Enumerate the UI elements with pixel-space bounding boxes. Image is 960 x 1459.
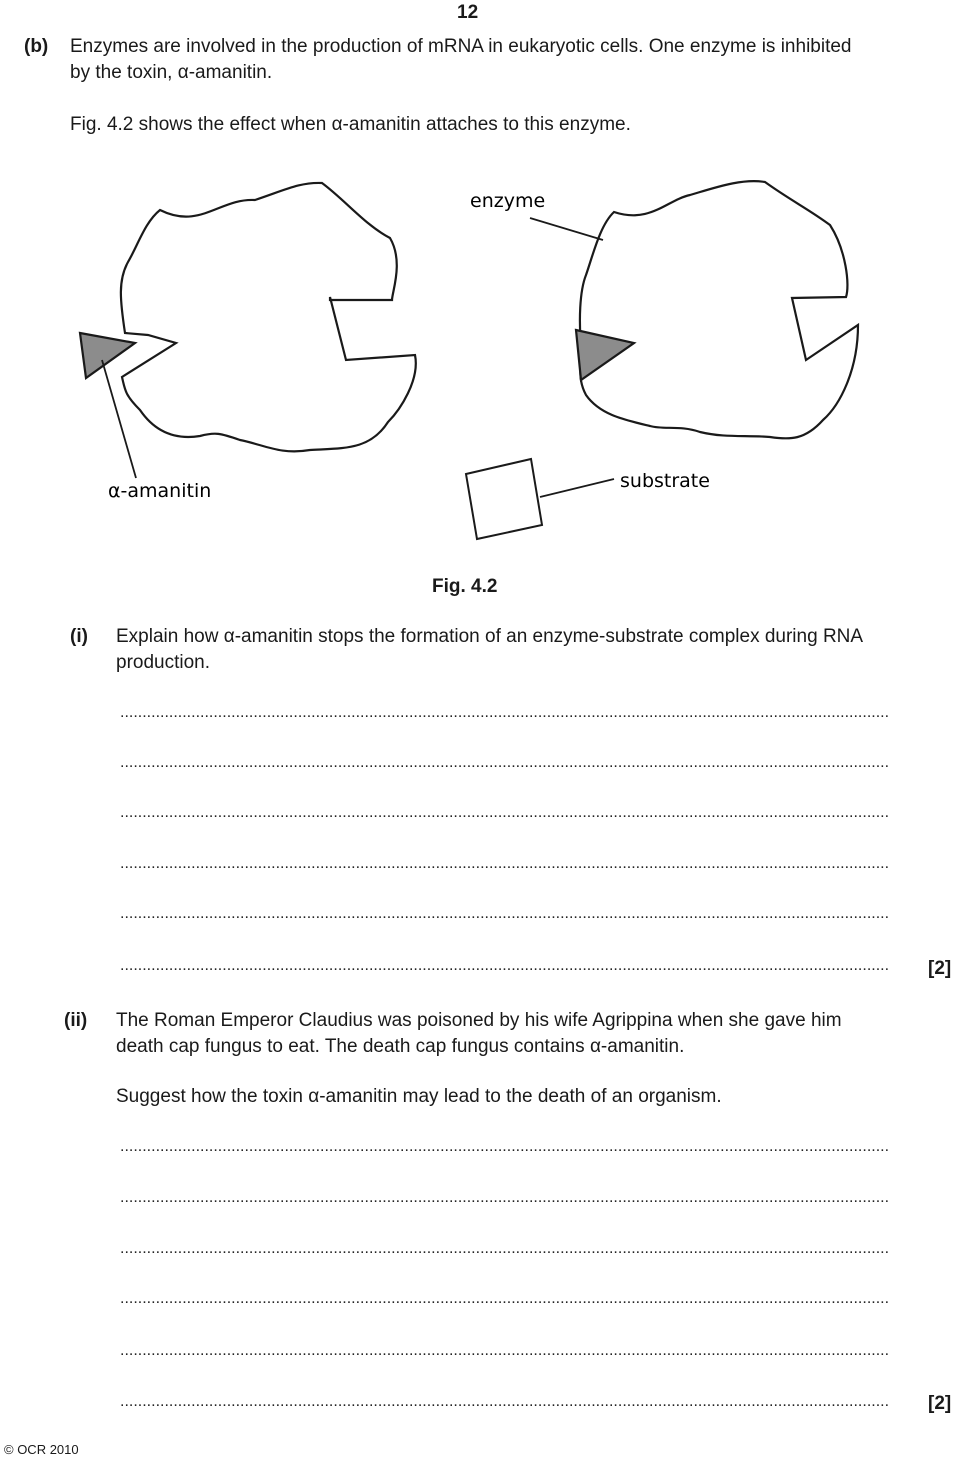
answer-line[interactable]: ............................................................................................................................................................................. [120,957,890,974]
substrate-leader-line [540,479,614,497]
answer-line[interactable]: ............................................................................................................................................................................. [120,855,890,872]
part-b-text-line-1: Enzymes are involved in the production of mRNA in eukaryotic cells. One enzyme is inhibited [70,36,852,57]
answer-line[interactable]: ............................................................................................................................................................................. [120,1138,890,1155]
answer-line[interactable]: ............................................................................................................................................................................. [120,1240,890,1257]
enzyme-label: enzyme [470,190,546,212]
answer-line[interactable]: ............................................................................................................................................................................. [120,704,890,721]
answer-line[interactable]: ............................................................................................................................................................................. [120,1393,890,1410]
part-ii-text-line-2: death cap fungus to eat. The death cap fungus contains α-amanitin. [116,1036,685,1057]
part-i-text-line-1: Explain how α-amanitin stops the formation of an enzyme-substrate complex during RNA [116,626,864,647]
answer-line[interactable]: ............................................................................................................................................................................. [120,1290,890,1307]
marks-part-ii: [2] [928,1393,952,1414]
figure-intro-text: Fig. 4.2 shows the effect when α-amanitin attaches to this enzyme. [70,114,631,135]
copyright-notice: © OCR 2010 [4,1442,79,1457]
answer-line[interactable]: ............................................................................................................................................................................. [120,804,890,821]
substrate-label: substrate [620,470,710,492]
part-ii-text-line-1: The Roman Emperor Claudius was poisoned by his wife Agrippina when she gave him [116,1010,842,1031]
substrate-square [466,459,542,539]
question-label-ii: (ii) [64,1010,88,1031]
enzyme-shape-left [121,183,416,451]
answer-line[interactable]: ............................................................................................................................................................................. [120,905,890,922]
enzyme-leader-line [530,218,603,240]
alpha-amanitin-left [80,333,135,378]
figure-caption: Fig. 4.2 [432,576,498,597]
page-number: 12 [457,2,479,23]
enzyme-shape-right [580,181,858,438]
alpha-amanitin-label: α-amanitin [108,480,212,502]
part-ii-text-line-3: Suggest how the toxin α-amanitin may lead to the death of an organism. [116,1086,722,1107]
question-label-b: (b) [24,36,49,57]
answer-line[interactable]: ............................................................................................................................................................................. [120,1342,890,1359]
part-b-text-line-2: by the toxin, α-amanitin. [70,62,273,83]
part-i-text-line-2: production. [116,652,211,673]
enzyme-inhibition-diagram [0,170,960,550]
answer-line[interactable]: ............................................................................................................................................................................. [120,754,890,771]
answer-line[interactable]: ............................................................................................................................................................................. [120,1189,890,1206]
marks-part-i: [2] [928,958,952,979]
question-label-i: (i) [70,626,88,647]
